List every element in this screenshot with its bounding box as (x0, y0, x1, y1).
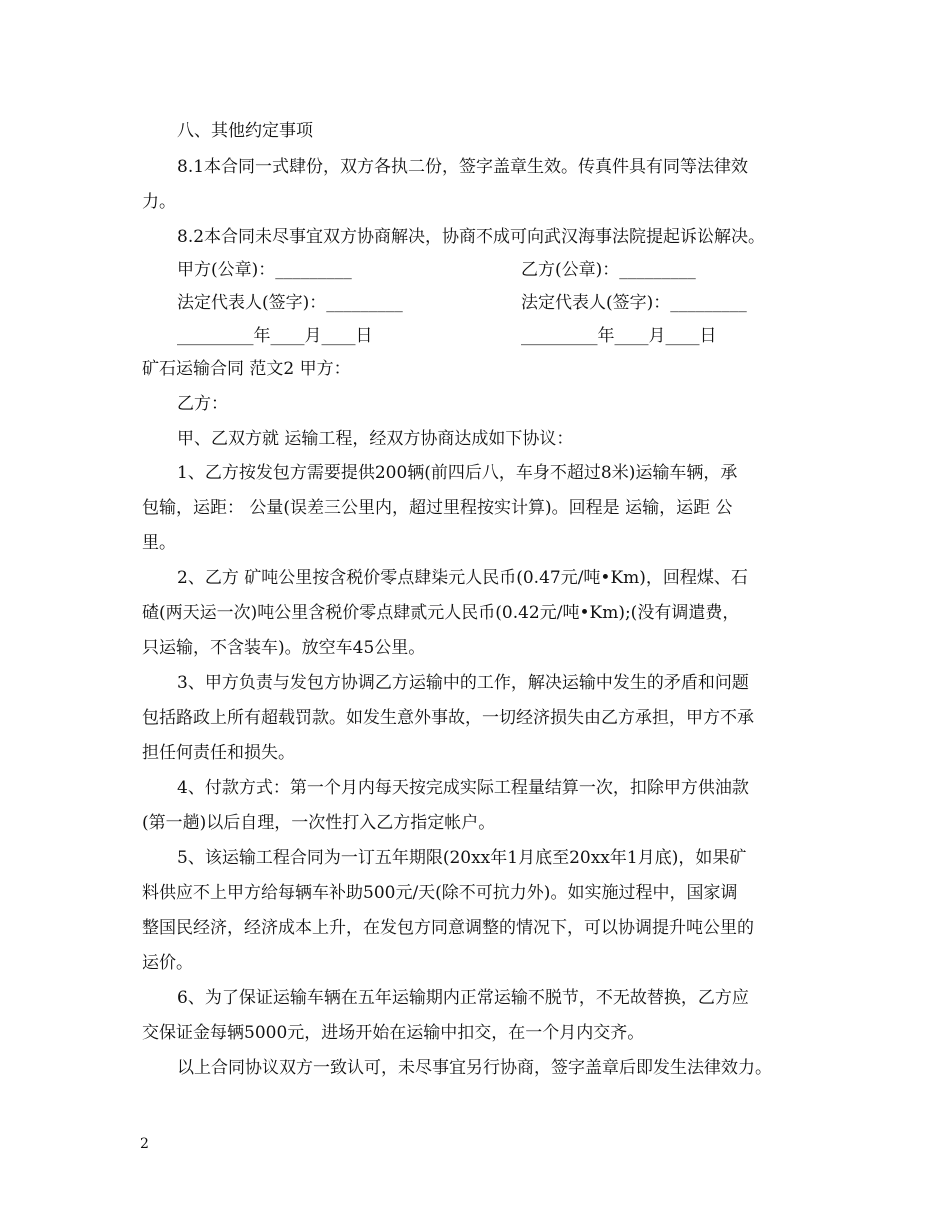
party-b-date: _________年____月____日 (521, 326, 717, 346)
clause-8-1-line-1: 8.1本合同一式肆份，双方各执二份，签字盖章生效。传真件具有同等法律效 (177, 157, 749, 177)
item-5-line-3: 整国民经济，经济成本上升，在发包方同意调整的情况下，可以协调提升吨公里的 (142, 918, 754, 938)
closing-statement: 以上合同协议双方一致认可，未尽事宜另行协商，签字盖章后即发生法律效力。 (177, 1058, 772, 1078)
agreement-intro: 甲、乙双方就 运输工程，经双方协商达成如下协议： (177, 429, 574, 449)
party-b-label: 乙方： (177, 394, 228, 414)
item-5-line-4: 运价。 (142, 953, 193, 973)
item-1-line-2: 包输，运距： 公量(误差三公里内，超过里程按实计算)。回程是 运输，运距 公 (142, 498, 733, 518)
item-6-line-2: 交保证金每辆5000元，进场开始在运输中扣交，在一个月内交齐。 (142, 1023, 645, 1043)
party-b-seal: 乙方(公章)：_________ (521, 260, 696, 280)
page-number: 2 (140, 1136, 149, 1152)
section-heading: 八、其他约定事项 (177, 121, 313, 141)
item-4-line-1: 4、付款方式：第一个月内每天按完成实际工程量结算一次，扣除甲方供油款 (177, 778, 749, 798)
item-1-line-3: 里。 (142, 533, 176, 553)
item-2-line-3: 只运输，不含装车)。放空车45公里。 (142, 638, 426, 658)
party-b-representative: 法定代表人(签字)：_________ (521, 293, 747, 313)
item-6-line-1: 6、为了保证运输车辆在五年运输期内正常运输不脱节，不无故替换，乙方应 (177, 988, 749, 1008)
item-5-line-2: 料供应不上甲方给每辆车补助500元/天(除不可抗力外)。如实施过程中，国家调 (142, 883, 738, 903)
party-a-seal: 甲方(公章)：_________ (177, 260, 352, 280)
item-3-line-3: 担任何责任和损失。 (142, 743, 295, 763)
item-4-line-2: (第一趟)以后自理，一次性打入乙方指定帐户。 (142, 813, 496, 833)
item-2-line-1: 2、乙方 矿吨公里按含税价零点肆柒元人民币(0.47元/吨•Km)，回程煤、石 (177, 568, 748, 588)
clause-8-1-line-2: 力。 (142, 192, 176, 212)
sample-2-title: 矿石运输合同 范文2 甲方： (142, 359, 351, 379)
party-a-date: _________年____月____日 (177, 326, 373, 346)
item-3-line-1: 3、甲方负责与发包方协调乙方运输中的工作，解决运输中发生的矛盾和问题 (177, 673, 749, 693)
item-2-line-2: 碴(两天运一次)吨公里含税价零点肆贰元人民币(0.42元/吨•Km);(没有调遣费， (142, 603, 740, 623)
item-5-line-1: 5、该运输工程合同为一订五年期限(20xx年1月底至20xx年1月底)，如果矿 (177, 848, 747, 868)
item-3-line-2: 包括路政上所有超载罚款。如发生意外事故，一切经济损失由乙方承担，甲方不承 (142, 708, 754, 728)
party-a-representative: 法定代表人(签字)：_________ (177, 293, 403, 313)
clause-8-2: 8.2本合同未尽事宜双方协商解决，协商不成可向武汉海事法院提起诉讼解决。 (177, 227, 766, 247)
item-1-line-1: 1、乙方按发包方需要提供200辆(前四后八，车身不超过8米)运输车辆，承 (177, 463, 738, 483)
